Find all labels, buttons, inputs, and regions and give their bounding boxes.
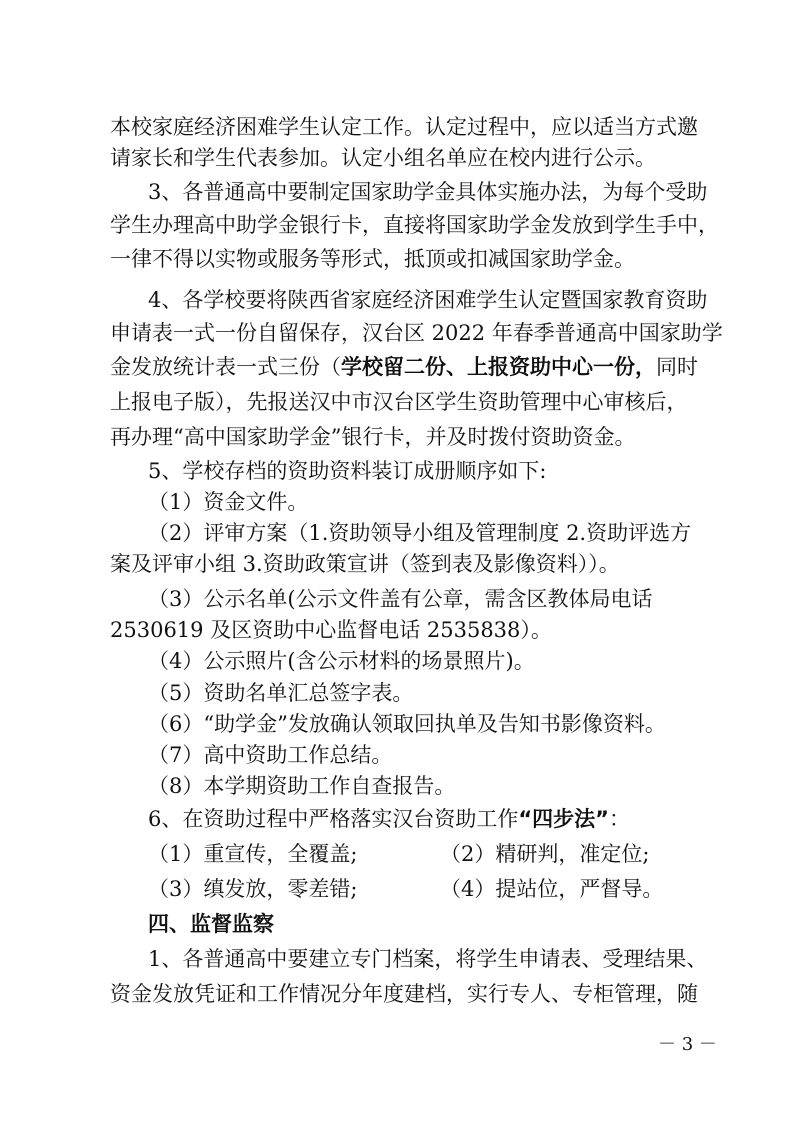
list-item: （8）本学期资助工作自查报告。: [148, 774, 456, 798]
paragraph-item-6: [148, 804, 748, 834]
text-line: 上报电子版），先报送汉中市汉台区学生资助管理中心审核后，: [110, 390, 688, 414]
text-line: 本校家庭经济困难学生认定工作。认定过程中，应以适当方式邀: [110, 115, 698, 139]
list-item: （6）“助学金”发放确认领取回执单及告知书影像资料。: [148, 712, 666, 736]
text-line: 案及评审小组 3.资助政策宣讲（签到表及影像资料））。: [110, 552, 620, 576]
text-run: ：: [608, 807, 630, 831]
list-item: （1）资金文件。: [148, 490, 309, 514]
bold-text: “四步法”: [518, 807, 609, 831]
method-item: （2）精研判，准定位;: [440, 842, 650, 866]
paragraph-item-3: 3、各普通高中要制定国家助学金具体实施办法，为每个受助: [148, 180, 708, 204]
text-line: 2530619 及区资助中心监督电话 2535838）。: [110, 618, 552, 642]
text-run: 同时: [656, 355, 698, 379]
text-line: [110, 352, 710, 382]
method-item: （4）提站位，严督导。: [440, 877, 664, 901]
method-item: （1）重宣传，全覆盖;: [148, 842, 358, 866]
list-item: （3）公示名单(公示文件盖有公章，需含区教体局电话: [148, 587, 653, 611]
paragraph-item-5: 5、学校存档的资助资料装订成册顺序如下:: [148, 459, 547, 483]
bold-text: 学校留二份、上报资助中心一份，: [341, 355, 656, 379]
list-item: （5）资助名单汇总签字表。: [148, 681, 414, 705]
text-run: 金发放统计表一式三份（: [110, 355, 341, 379]
text-line: 申请表一式一份自留保存，汉台区 2022 年春季普通高中国家助学: [110, 321, 723, 345]
list-item: （4）公示照片(含公示材料的场景照片)。: [148, 649, 535, 673]
list-item: （2）评审方案（1.资助领导小组及管理制度 2.资助评选方: [148, 521, 692, 545]
text-line: 学生办理高中助学金银行卡，直接将国家助学金发放到学生手中，: [110, 213, 719, 237]
section-heading: 四、监督监察: [148, 912, 274, 936]
paragraph-item-4: 4、各学校要将陕西省家庭经济困难学生认定暨国家教育资助: [148, 288, 708, 312]
text-line: 请家长和学生代表参加。认定小组名单应在校内进行公示。: [110, 146, 656, 170]
page-number: － 3 －: [658, 1034, 717, 1055]
text-run: 6、在资助过程中严格落实汉台资助工作: [148, 807, 519, 831]
method-item: （3）缜发放，零差错;: [148, 877, 358, 901]
text-line: 再办理“高中国家助学金”银行卡，并及时拨付资助资金。: [110, 425, 636, 449]
text-line: 资金发放凭证和工作情况分年度建档，实行专人、专柜管理，随: [110, 982, 698, 1006]
text-line: 一律不得以实物或服务等形式，抵顶或扣减国家助学金。: [110, 247, 635, 271]
list-item: （7）高中资助工作总结。: [148, 743, 393, 767]
paragraph-sec4-item-1: 1、各普通高中要建立专门档案，将学生申请表、受理结果、: [148, 947, 708, 971]
